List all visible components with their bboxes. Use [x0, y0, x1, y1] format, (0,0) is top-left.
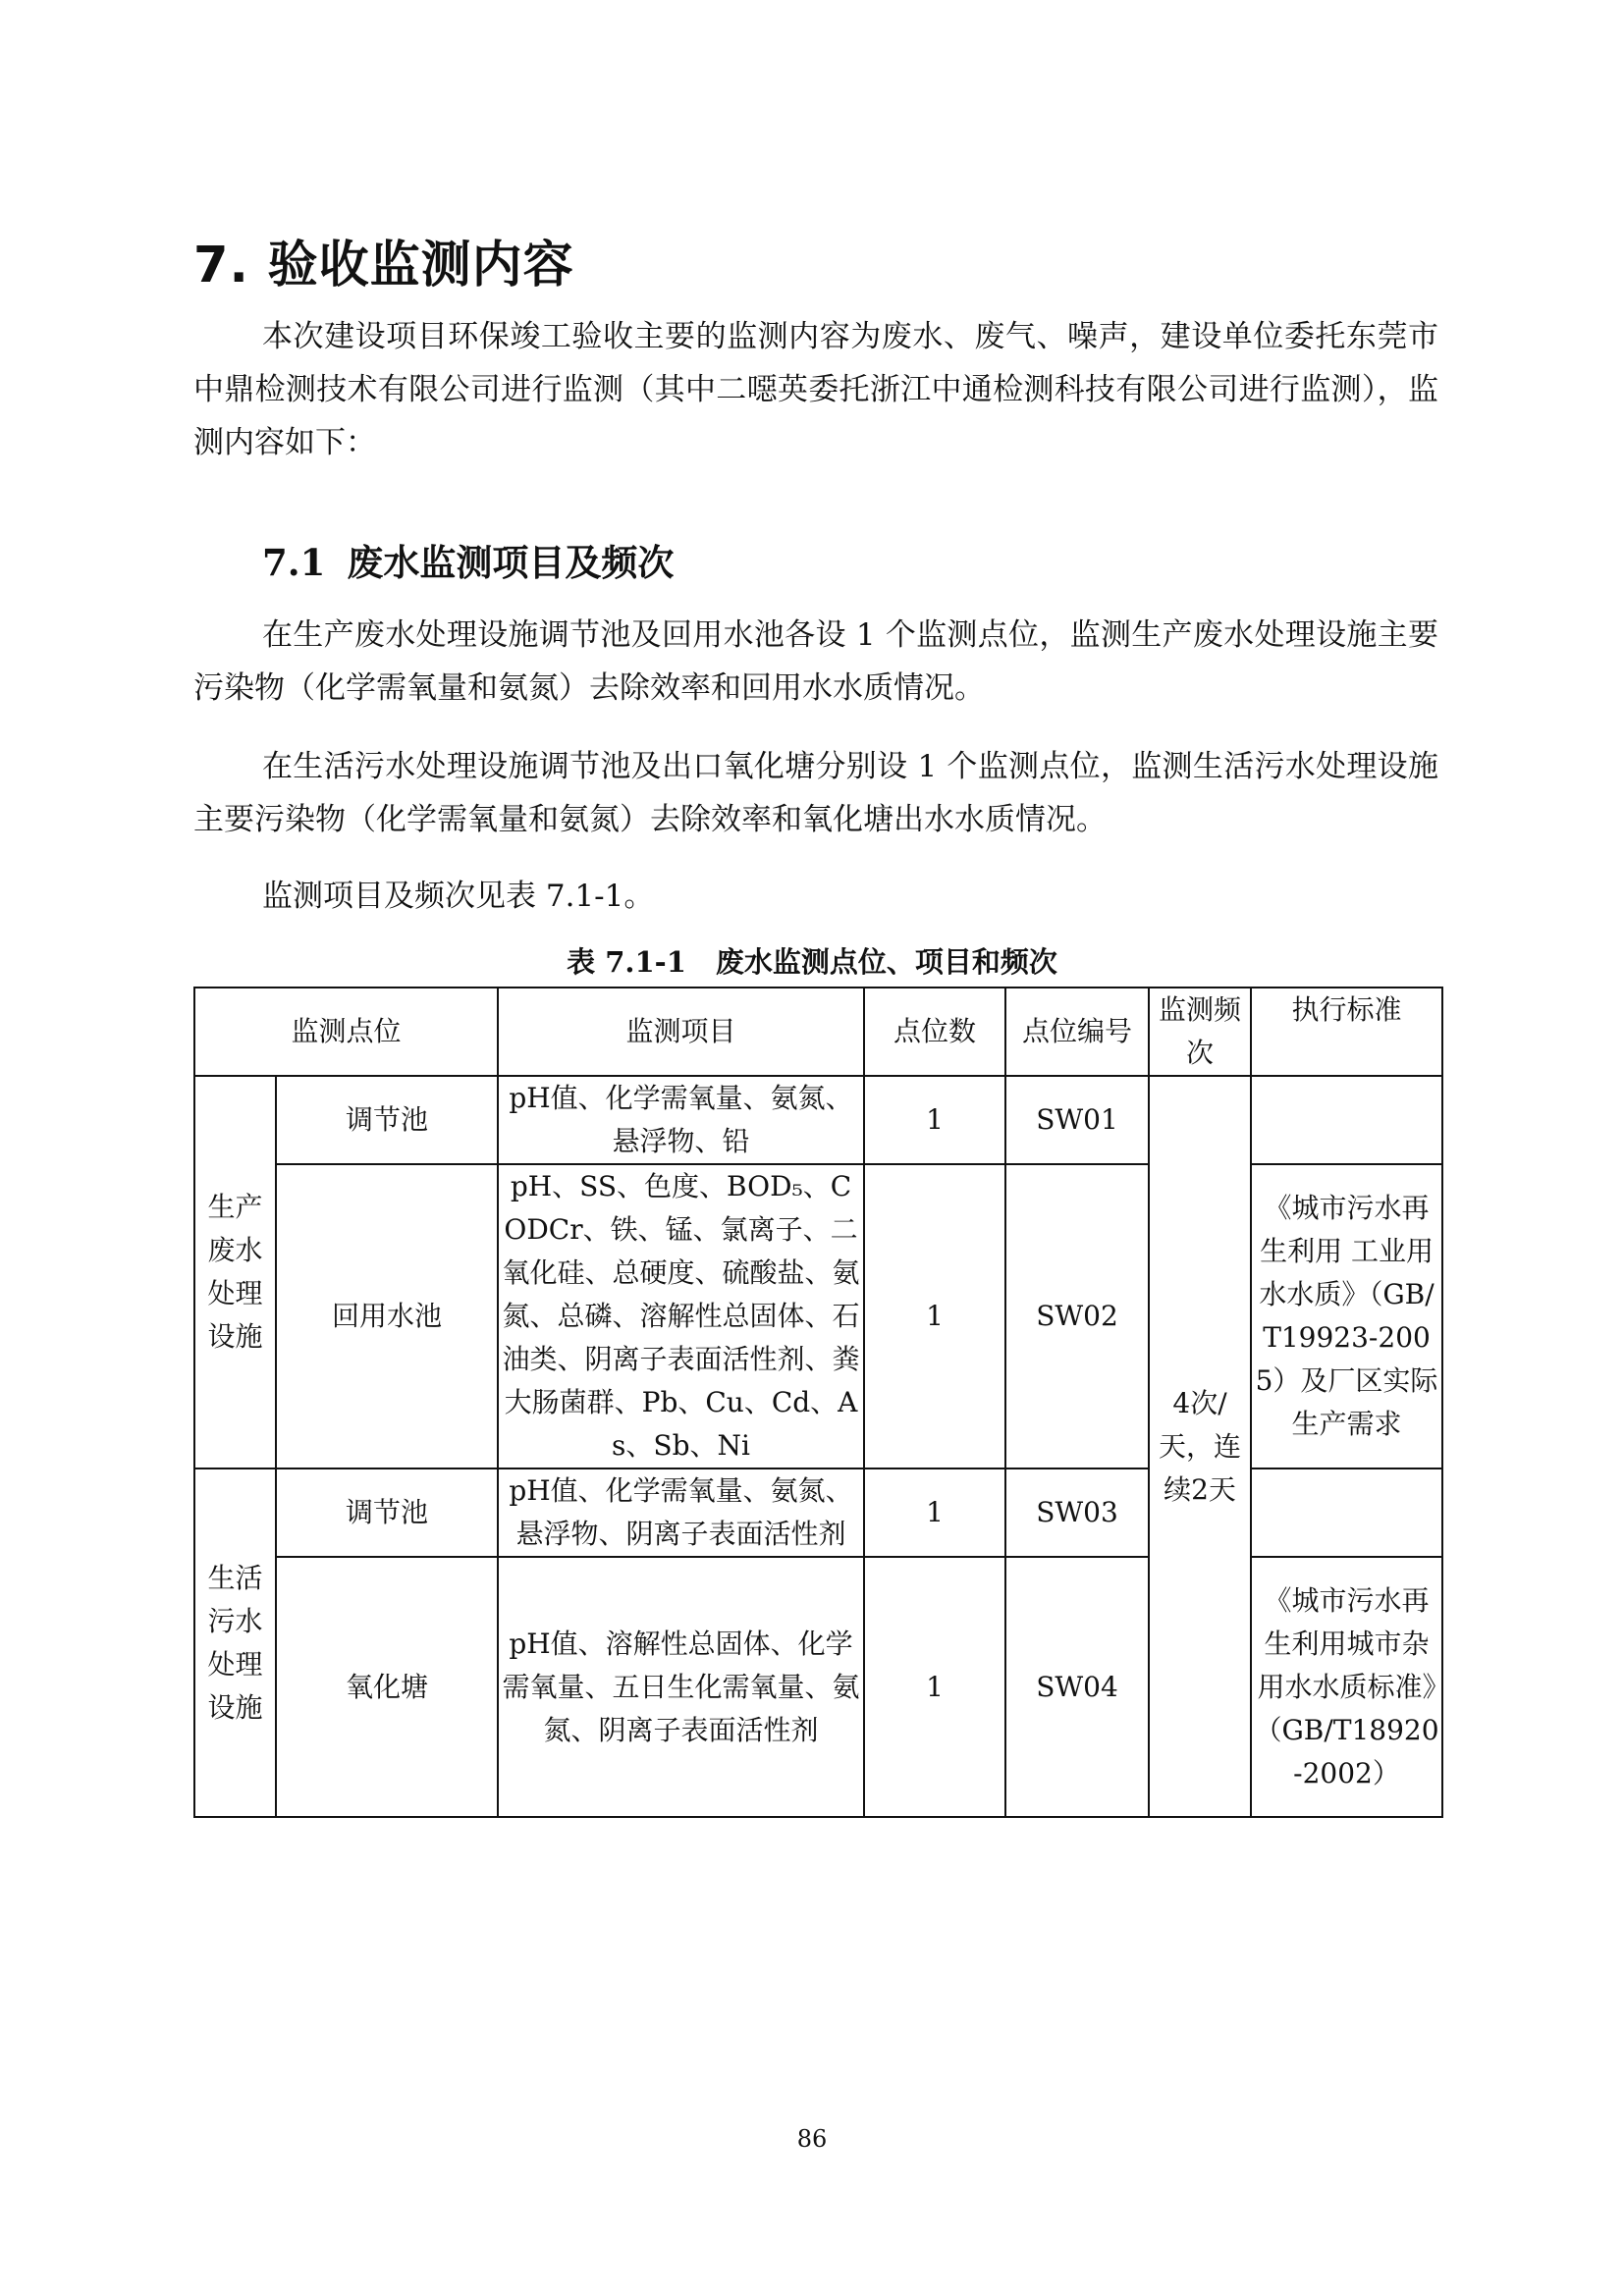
header-frequency: 监测频次	[1149, 988, 1251, 1076]
table-row	[194, 1164, 1442, 1468]
page-number: 86	[796, 2125, 828, 2153]
section-number: 7.1	[262, 541, 326, 584]
section-title: 废水监测项目及频次	[347, 541, 675, 584]
header-standard: 执行标准	[1251, 988, 1442, 1076]
count-cell: 1	[864, 1076, 1005, 1164]
table-caption-title: 废水监测点位、项目和频次	[715, 945, 1057, 979]
header-location: 监测点位	[194, 988, 498, 1076]
intro-paragraph: 本次建设项目环保竣工验收主要的监测内容为废水、废气、噪声，建设单位委托东莞市中鼎检测技术有限公司进行监测（其中二噁英委托浙江中通检测科技有限公司进行监测），监测内容如下：	[193, 319, 1438, 460]
monitoring-table	[193, 987, 1443, 1818]
body-paragraph-1: 在生产废水处理设施调节池及回用水池各设 1 个监测点位，监测生产废水处理设施主要污染物（化学需氧量和氨氮）去除效率和回用水水质情况。	[193, 617, 1438, 706]
table-row	[194, 1468, 1442, 1557]
point-cell: 回用水池	[276, 1164, 498, 1468]
code-cell: SW04	[1005, 1557, 1149, 1817]
point-cell: 调节池	[276, 1076, 498, 1164]
chapter-heading: 7. 验收监测内容	[193, 237, 574, 294]
frequency-cell: 4次/天，连续2天	[1149, 1076, 1251, 1817]
header-count: 点位数	[864, 988, 1005, 1076]
body-paragraph-2: 在生活污水处理设施调节池及出口氧化塘分别设 1 个监测点位，监测生活污水处理设施主要污染物（化学需氧量和氨氮）去除效率和氧化塘出水水质情况。	[193, 749, 1438, 837]
section-heading	[262, 533, 674, 586]
group-name-domestic: 生活污水处理设施	[194, 1468, 276, 1817]
group-name-production: 生产废水处理设施	[194, 1076, 276, 1468]
code-cell: SW01	[1005, 1076, 1149, 1164]
items-cell: pH值、溶解性总固体、化学需氧量、五日生化需氧量、氨氮、阴离子表面活性剂	[498, 1557, 864, 1817]
count-cell: 1	[864, 1468, 1005, 1557]
items-cell: pH值、化学需氧量、氨氮、悬浮物、阴离子表面活性剂	[498, 1468, 864, 1557]
standard-cell	[1251, 1468, 1442, 1557]
point-cell: 氧化塘	[276, 1557, 498, 1817]
count-cell: 1	[864, 1164, 1005, 1468]
code-cell: SW02	[1005, 1164, 1149, 1468]
point-cell: 调节池	[276, 1468, 498, 1557]
standard-cell: 《城市污水再生利用城市杂用水水质标准》（GB/T18920-2002）	[1251, 1557, 1442, 1817]
count-cell: 1	[864, 1557, 1005, 1817]
standard-cell	[1251, 1076, 1442, 1164]
items-cell: pH值、化学需氧量、氨氮、悬浮物、铅	[498, 1076, 864, 1164]
table-caption	[0, 940, 1624, 981]
header-code: 点位编号	[1005, 988, 1149, 1076]
table-row	[194, 1557, 1442, 1817]
table-row	[194, 1076, 1442, 1164]
standard-cell: 《城市污水再生利用 工业用水水质》（GB/T19923-2005）及厂区实际生产需求	[1251, 1164, 1442, 1468]
table-caption-number: 表 7.1-1	[567, 945, 686, 979]
table-header-row	[194, 988, 1442, 1076]
body-paragraph-3: 监测项目及频次见表 7.1-1。	[262, 879, 655, 914]
header-items: 监测项目	[498, 988, 864, 1076]
code-cell: SW03	[1005, 1468, 1149, 1557]
items-cell: pH、SS、色度、BOD₅、CODCr、铁、锰、氯离子、二氧化硅、总硬度、硫酸盐、氨氮、总磷、溶解性总固体、石油类、阴离子表面活性剂、粪大肠菌群、Pb、Cu、Cd、As、Sb、Ni	[498, 1164, 864, 1468]
